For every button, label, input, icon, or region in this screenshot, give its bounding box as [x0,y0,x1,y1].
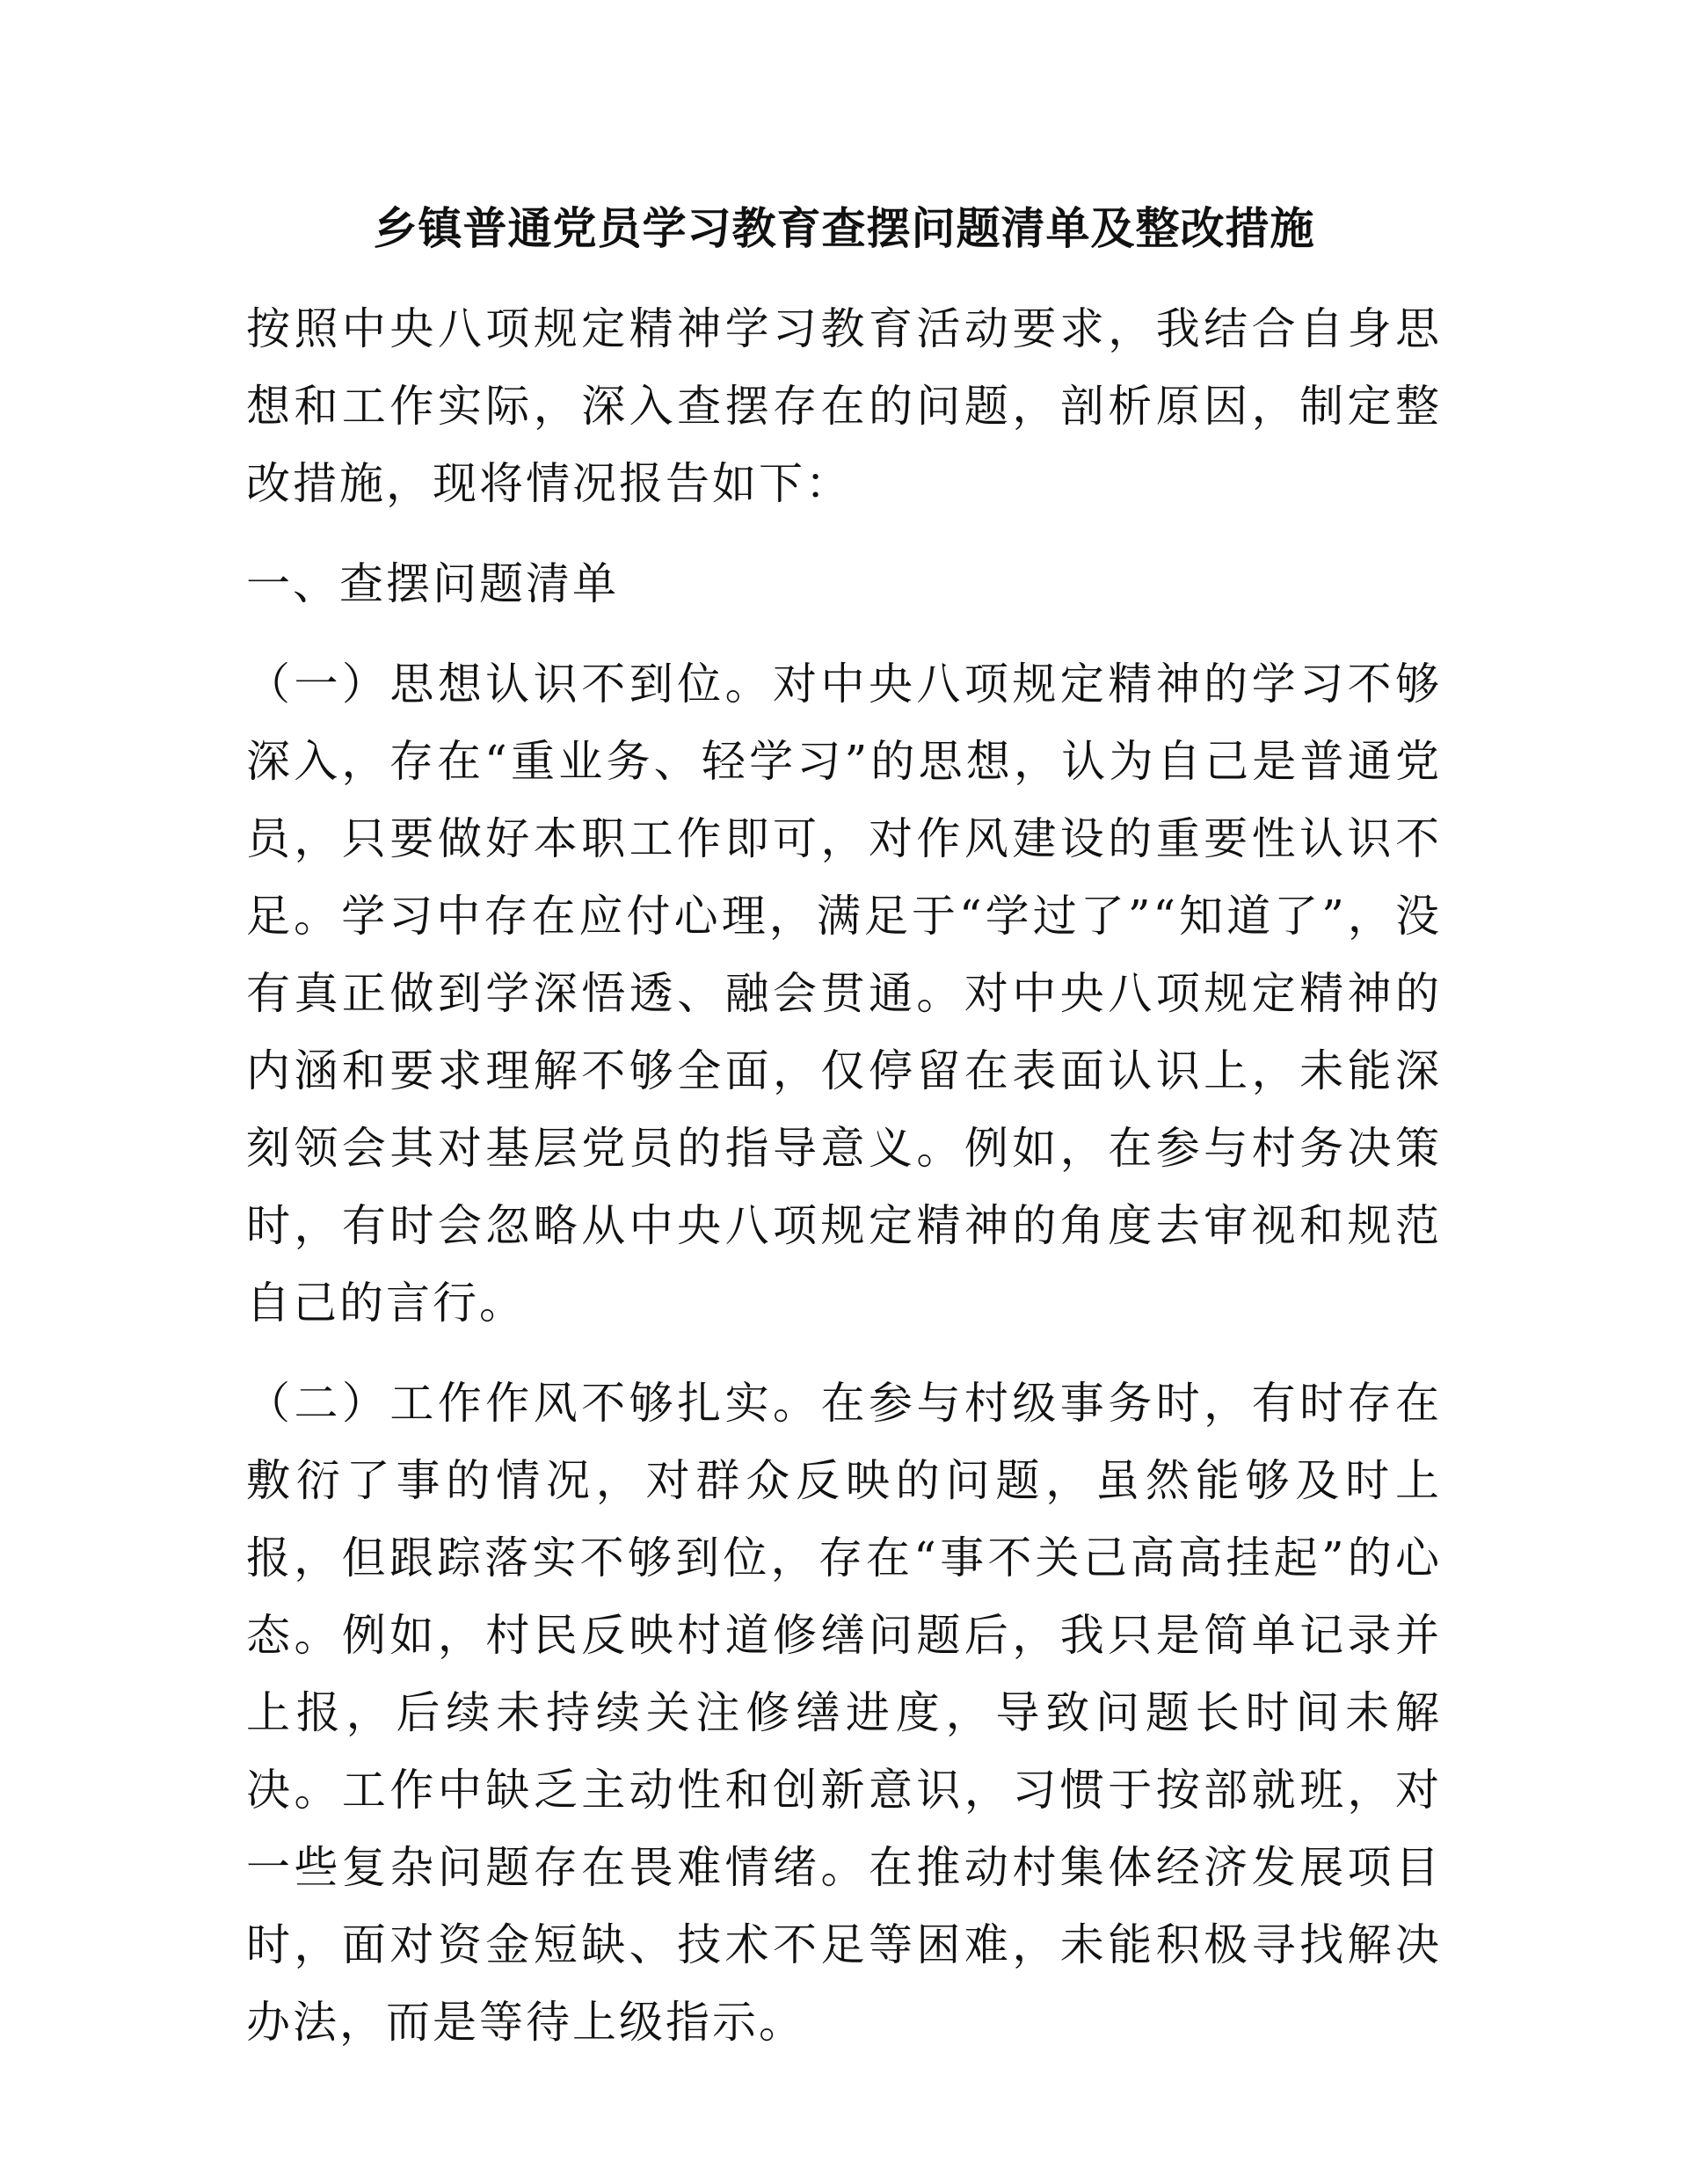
problem-item-2: （二）工作作风不够扎实。在参与村级事务时，有时存在敷衍了事的情况，对群众反映的问题，虽然能够及时上报，但跟踪落实不够到位，存在“事不关己高高挂起”的心态。例如，村民反映村道修缮问题后，我只是简单记录并上报，后续未持续关注修缮进度，导致问题长时间未解决。工作中缺乏主动性和创新意识，习惯于按部就班，对一些复杂问题存在畏难情绪。在推动村集体经济发展项目时，面对资金短缺、技术不足等困难，未能积极寻找解决办法，而是等待上级指示。 [246,1378,1442,2048]
document-title: 乡镇普通党员学习教育查摆问题清单及整改措施 [373,202,1315,254]
document-page [246,193,1442,2084]
intro-paragraph: 按照中央八项规定精神学习教育活动要求，我结合自身思想和工作实际，深入查摆存在的问题，剖析原因，制定整改措施，现将情况报告如下： [246,303,1442,509]
section-heading-problem-list: 一、查摆问题清单 [246,558,619,609]
problem-item-1: （一）思想认识不到位。对中央八项规定精神的学习不够深入，存在“重业务、轻学习”的思想，认为自己是普通党员，只要做好本职工作即可，对作风建设的重要性认识不足。学习中存在应付心理，满足于“学过了”“知道了”，没有真正做到学深悟透、融会贯通。对中央八项规定精神的内涵和要求理解不够全面，仅停留在表面认识上，未能深刻领会其对基层党员的指导意义。例如，在参与村务决策时，有时会忽略从中央八项规定精神的角度去审视和规范自己的言行。 [246,659,1442,1329]
